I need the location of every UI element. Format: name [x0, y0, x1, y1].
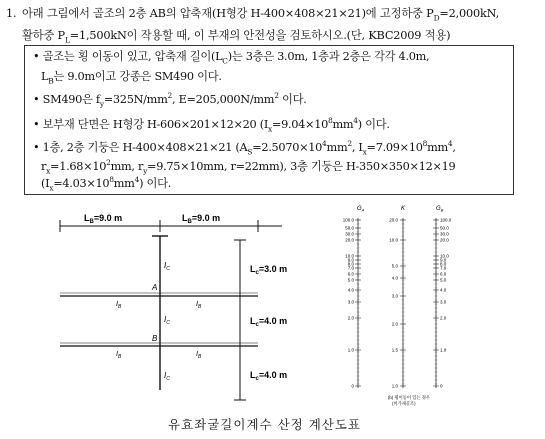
condition-4b: $r_x=1.68\times 10^2mm$, $r_y=9.75\times 10mm$, r=22mm), 3층 기둥은 H-350×350×12×19 — [41, 158, 456, 176]
g-tick-label: 3.0 — [440, 299, 447, 305]
lc1-label: $L_c=4.0$ m — [250, 370, 288, 382]
condition-1a: • 골조는 횡 이동이 있고, 압축재 길이$(L_C)$는 3층은 3.0m, 1층과 2층은 각각 4.0m, — [33, 50, 430, 66]
node-b-label: B — [152, 334, 158, 343]
g-tick-label: 100.0 — [342, 217, 354, 223]
conditions-box — [24, 45, 514, 195]
g-tick-label: 50.0 — [345, 225, 354, 231]
g-tick-label: 100.0 — [440, 217, 452, 223]
ic-label-mid: $I_C$ — [164, 315, 170, 326]
g-tick-label: 8.0 — [440, 261, 447, 267]
g-tick-label: 6.0 — [440, 271, 447, 277]
lb-left-label: $L_B=9.0$ m — [84, 213, 123, 225]
g-tick-label: 3.0 — [347, 299, 354, 305]
g-tick-label: 30.0 — [440, 231, 449, 237]
ib-label-4: $I_B$ — [196, 351, 202, 360]
k-tick-label: 3.0 — [391, 293, 398, 299]
g-tick-label: 2.0 — [347, 315, 354, 321]
ic-label-bottom: $I_C$ — [164, 371, 170, 382]
lb-right-label: $L_B=9.0$ m — [182, 213, 221, 225]
k-tick-label: 1.0 — [391, 383, 398, 389]
k-tick-label: 5.0 — [391, 263, 398, 269]
lc3-label: $L_c=3.0$ m — [250, 264, 288, 276]
k-tick-label: 10.0 — [389, 237, 398, 243]
ib-label-2: $I_B$ — [196, 301, 202, 310]
ib-label-3: $I_B$ — [116, 351, 122, 360]
nomograph-ticks — [343, 218, 452, 389]
ga-axis-label: $G_A$ — [357, 206, 365, 213]
frame-diagram — [36, 200, 326, 410]
k-tick-label: 1.5 — [391, 347, 398, 353]
g-tick-label: 20.0 — [345, 237, 354, 243]
g-tick-label: 9.0 — [440, 257, 447, 263]
g-tick-label: 4.0 — [440, 287, 447, 293]
problem-line-2: 활하중 $P_L=1,500kN$이 작용할 때, 이 부재의 안전성을 검토하시오.(단, KBC2009 적용) — [22, 29, 451, 45]
ib-label-1: $I_B$ — [116, 301, 122, 310]
g-tick-label: 30.0 — [345, 231, 354, 237]
k-tick-label: 20.0 — [389, 217, 398, 223]
g-tick-label: 9.0 — [347, 257, 354, 263]
g-tick-label: 10.0 — [345, 253, 354, 259]
g-tick-label: 8.0 — [347, 261, 354, 267]
lc2-label: $L_c=4.0$ m — [250, 316, 288, 328]
nomograph-note-2: (비가새골조) — [392, 401, 416, 406]
g-tick-label: 5.0 — [440, 277, 447, 283]
ic-label-top: $I_C$ — [164, 261, 170, 272]
g-tick-label: 10.0 — [440, 253, 449, 259]
condition-2: • SM490은 $f_y=325N/mm^2$, $E=205,000N/mm^2$ 이다. — [33, 91, 307, 109]
nomograph-note-1: (b) 횡이동이 있는 경우 — [388, 395, 431, 400]
g-tick-label: 0 — [351, 383, 354, 389]
figure-caption: 유효좌굴길이계수 산정 계산도표 — [168, 417, 361, 432]
gb-axis-label: $G_B$ — [436, 206, 444, 213]
g-tick-label: 7.0 — [347, 265, 354, 271]
condition-1b: $L_B$는 9.0m이고 강종은 SM490 이다. — [41, 70, 222, 86]
problem-line-1: 1. 아래 그림에서 골조의 2층 AB의 압축재(H형강 H-400×408×21×21)에 고정하중 $P_D=2,000kN$, — [6, 7, 499, 23]
g-tick-label: 50.0 — [440, 225, 449, 231]
g-tick-label: 5.0 — [347, 277, 354, 283]
k-tick-label: 4.0 — [391, 275, 398, 281]
condition-4a: • 1층, 2층 기둥은 H-400×408×21×21 ($A_S=2.5070\times 10^4mm^2$, $I_x=7.09\times 10^8mm^4$, — [33, 139, 456, 157]
g-tick-label: 6.0 — [347, 271, 354, 277]
g-tick-label: 4.0 — [347, 287, 354, 293]
nomograph — [330, 200, 540, 410]
g-tick-label: 20.0 — [440, 237, 449, 243]
k-axis-label: K — [401, 206, 406, 212]
g-tick-label: 1.0 — [347, 347, 354, 353]
g-tick-label: 1.0 — [440, 347, 447, 353]
condition-4c: $(I_x=4.03\times 10^8mm^4)$ 이다. — [41, 175, 171, 193]
k-tick-label: 2.0 — [391, 321, 398, 327]
g-tick-label: 2.0 — [440, 315, 447, 321]
g-tick-label: 0 — [440, 383, 443, 389]
node-a-label: A — [152, 283, 158, 292]
g-tick-label: 7.0 — [440, 265, 447, 271]
problem-statement — [6, 5, 541, 50]
problem-number: 1. — [6, 7, 17, 20]
condition-3: • 보부재 단면은 H형강 H-606×201×12×20 $(I_x=9.04\times 10^8mm^4)$ 이다. — [33, 116, 390, 134]
